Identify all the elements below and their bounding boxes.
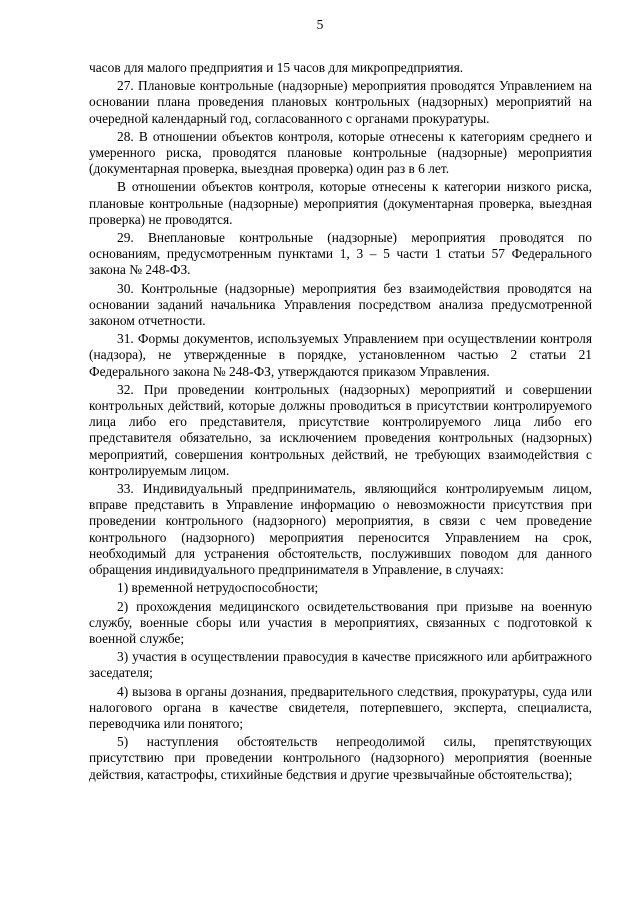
paragraph-28-low-risk: В отношении объектов контроля, которые отнесены к категории низкого риска, плановые контрольные (надзорные) мероприятия (документарная проверка, выездная проверка) не проводятся.	[89, 179, 592, 227]
paragraph-31: 31. Формы документов, используемых Управлением при осуществлении контроля (надзора), не утвержденные в порядке, установленном частью 2 статьи 21 Федерального закона № 248-ФЗ, утверждаются приказом Управления.	[89, 331, 592, 379]
paragraph-30: 30. Контрольные (надзорные) мероприятия без взаимодействия проводятся на основании заданий начальника Управления посредством анализа предусмотренной законом отчетности.	[89, 280, 592, 329]
paragraph-27: 27. Плановые контрольные (надзорные) мероприятия проводятся Управлением на основании плана проведения плановых контрольных (надзорных) мероприятий на очередной календарный год, согласованного с органами прокуратуры.	[89, 78, 592, 126]
list-item-33-4: 4) вызова в органы дознания, предварительного следствия, прокуратуры, суда или налогового органа в качестве свидетеля, потерпевшего, эксперта, специалиста, переводчика или понятого;	[89, 683, 592, 731]
paragraph-continuation: часов для малого предприятия и 15 часов для микропредприятия.	[89, 60, 464, 75]
list-item-33-3: 3) участия в осуществлении правосудия в качестве присяжного или арбитражного заседателя;	[89, 649, 592, 681]
paragraph-28: 28. В отношении объектов контроля, которые отнесены к категориям среднего и умеренного риска, проводятся плановые контрольные (надзорные) мероприятия (документарная проверка, выездная проверка) один раз в 6 лет.	[89, 128, 592, 177]
paragraph-29: 29. Внеплановые контрольные (надзорные) мероприятия проводятся по основаниям, предусмотренным пунктами 1, 3 – 5 части 1 статьи 57 Федерального закона № 248-ФЗ.	[89, 230, 592, 278]
list-item-33-2: 2) прохождения медицинского освидетельствования при призыве на военную службу, военные сборы или участия в мероприятиях, связанных с подготовкой к военной службе;	[89, 598, 592, 646]
page-number: 5	[316, 17, 324, 32]
list-item-33-1: 1) временной нетрудоспособности;	[117, 580, 319, 596]
paragraph-33: 33. Индивидуальный предприниматель, являющийся контролируемым лицом, вправе представить в Управление информацию о невозможности присутствия при проведении контрольного (надзорного) мероприятия, в связи с чем проведение контрольного (надзорного) мероприятия переносится Управлением на срок, необходимый для устранения обстоятельств, послуживших поводом для данного обращения индивидуального предпринимателя в Управление, в случаях:	[89, 481, 592, 578]
paragraph-32: 32. При проведении контрольных (надзорных) мероприятий и совершении контрольных действий, которые должны проводиться в присутствии контролируемого лица либо его представителя, присутствие контролируемого лица либо его представителя обязательно, за исключением проведения контрольных (надзорных) мероприятий, совершения контрольных действий, не требующих взаимодействия с контролируемым лицом.	[89, 381, 592, 478]
list-item-33-5: 5) наступления обстоятельств непреодолимой силы, препятствующих присутствию при проведении контрольного (надзорного) мероприятия (военные действия, катастрофы, стихийные бедствия и другие чрезвычайные обстоятельства);	[89, 734, 592, 782]
document-body	[89, 60, 592, 785]
